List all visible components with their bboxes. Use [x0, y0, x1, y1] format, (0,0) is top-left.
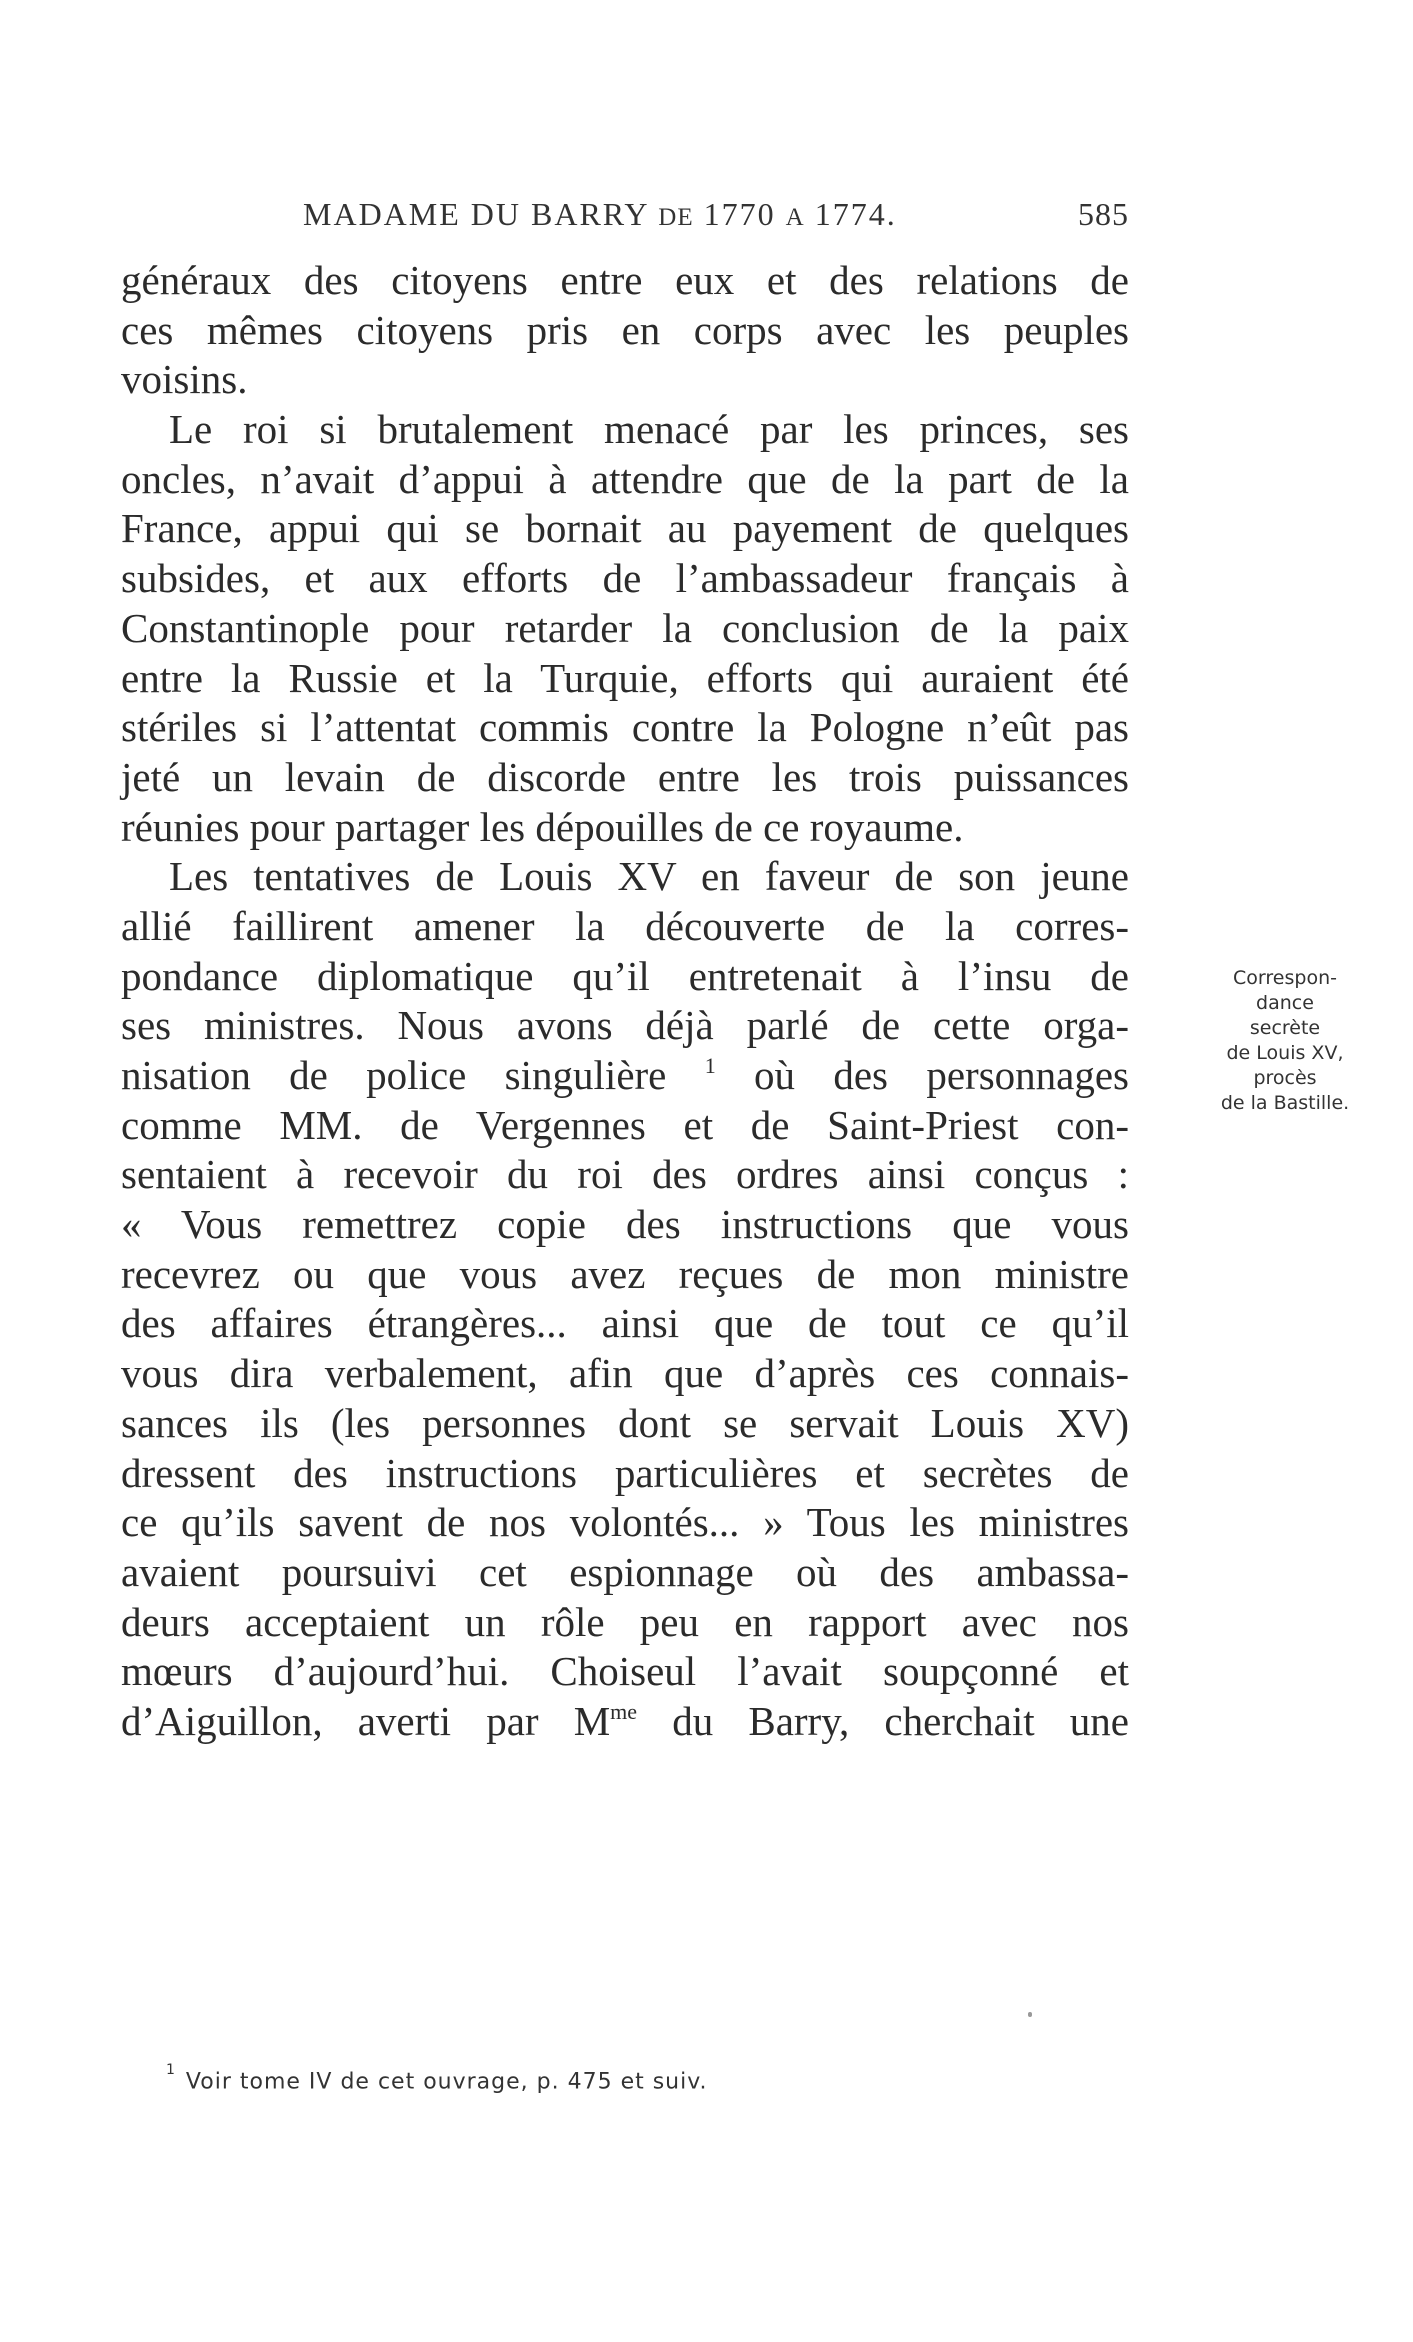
- page-number: 585: [1078, 196, 1129, 232]
- marginal-note: [1170, 966, 1400, 1116]
- text-line: allié faillirent amener la découverte de la corres-: [121, 902, 1129, 949]
- main-text: [121, 256, 1129, 1747]
- footnote-text: Voir tome IV de cet ouvrage, p. 475 et suiv.: [185, 2069, 708, 2095]
- text-line: pondance diplomatique qu’il entretenait à l’insu de: [121, 952, 1129, 999]
- text-line: subsides, et aux efforts de l’ambassadeur français à: [121, 555, 1129, 602]
- text-line: sances ils (les personnes dont se servait Louis XV): [121, 1399, 1129, 1446]
- text-line: sentaient à recevoir du roi des ordres ainsi conçus :: [121, 1151, 1129, 1198]
- text-line: ces mêmes citoyens pris en corps avec les peuples: [121, 306, 1129, 353]
- running-head: [303, 196, 1129, 236]
- running-title: [303, 196, 897, 233]
- ink-speck: [1028, 2012, 1032, 2017]
- marginal-note-line: dance: [1256, 992, 1314, 1014]
- marginal-note-line: de la Bastille.: [1220, 1092, 1350, 1114]
- text-line: vous dira verbalement, afin que d’après ces connais-: [121, 1350, 1129, 1397]
- running-title-year-end: 1774.: [814, 196, 897, 232]
- text-line: recevrez ou que vous avez reçues de mon ministre: [121, 1250, 1129, 1297]
- text-line: deurs acceptaient un rôle peu en rapport avec nos: [121, 1598, 1129, 1645]
- text-line: oncles, n’avait d’appui à attendre que de la part de la: [121, 455, 1129, 502]
- paragraph-start-line: Les tentatives de Louis XV en faveur de son jeune: [169, 853, 1129, 900]
- text-line: Constantinople pour retarder la conclusion de la paix: [121, 604, 1129, 651]
- text-line: mœurs d’aujourd’hui. Choiseul l’avait soupçonné et: [121, 1648, 1129, 1695]
- text-line: dressent des instructions particulières et secrètes de: [121, 1449, 1129, 1496]
- marginal-note-line: de Louis XV,: [1226, 1042, 1344, 1064]
- text-line: ce qu’ils savent de nos volontés... » Tous les ministres: [121, 1499, 1129, 1546]
- text-line: voisins.: [121, 356, 248, 403]
- marginal-note-line: Correspon-: [1233, 967, 1337, 989]
- text-line: réunies pour partager les dépouilles de ce royaume.: [121, 803, 964, 850]
- running-title-main: MADAME DU BARRY: [303, 196, 649, 232]
- marginal-note-line: procès: [1253, 1067, 1317, 1089]
- text-line: ses ministres. Nous avons déjà parlé de cette orga-: [121, 1002, 1129, 1049]
- footnote: [166, 2062, 1066, 2095]
- paragraph-start-line: Le roi si brutalement menacé par les princes, ses: [169, 406, 1129, 453]
- text-line: avaient poursuivi cet espionnage où des ambassa-: [121, 1548, 1129, 1595]
- running-title-a: A: [785, 204, 805, 231]
- footnote-marker: 1: [166, 2062, 176, 2078]
- text-line: stériles si l’attentat commis contre la Pologne n’eût pas: [121, 704, 1129, 751]
- marginal-note-line: secrète: [1249, 1017, 1321, 1039]
- text-line: comme MM. de Vergennes et de Saint-Priest con-: [121, 1101, 1129, 1148]
- footnote-reference: 1: [704, 1053, 716, 1078]
- text-line-with-superscript: d’Aiguillon, averti par $M^{me}$ du Barry, cherchait une: [121, 1697, 1130, 1744]
- running-title-de: DE: [658, 204, 694, 231]
- text-line: des affaires étrangères... ainsi que de tout ce qu’il: [121, 1300, 1129, 1347]
- running-title-year-start: 1770: [703, 196, 776, 232]
- text-line-with-footnote-ref: nisation de police singulière $^1$ où des personnages: [121, 1052, 1129, 1098]
- text-line: « Vous remettrez copie des instructions que vous: [121, 1201, 1129, 1248]
- text-line: jeté un levain de discorde entre les trois puissances: [121, 753, 1129, 800]
- text-line: généraux des citoyens entre eux et des relations de: [121, 257, 1129, 303]
- mme-superscript: me: [610, 1698, 638, 1724]
- text-line: France, appui qui se bornait au payement de quelques: [121, 505, 1129, 552]
- text-line: entre la Russie et la Turquie, efforts qui auraient été: [121, 654, 1129, 701]
